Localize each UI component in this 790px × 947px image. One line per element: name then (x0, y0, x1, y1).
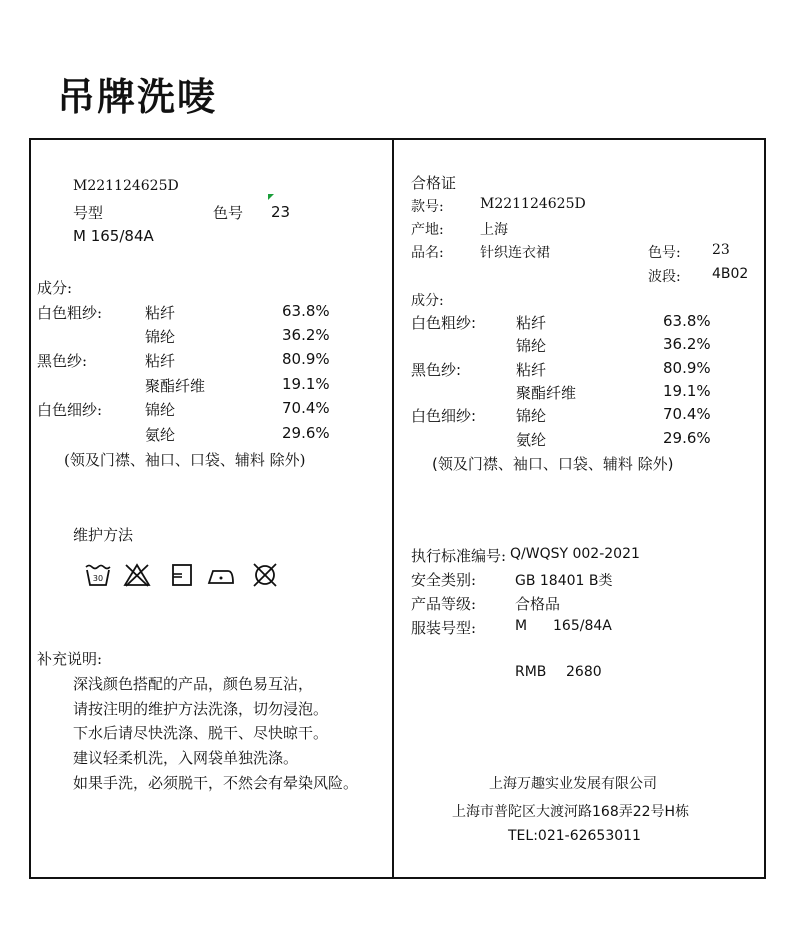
band-label: 波段: (648, 269, 681, 285)
product-name-value: 针织连衣裙 (480, 245, 550, 261)
fiber-percent: 63.8% (663, 312, 711, 330)
fiber-percent: 80.9% (663, 359, 711, 377)
garment-size-spec: 165/84A (553, 618, 612, 634)
garment-size-value: M (515, 618, 528, 634)
company-phone: TEL:021-62653011 (508, 828, 641, 844)
style-value: M221124625D (480, 196, 586, 212)
note-line: 下水后请尽快洗涤、脱干、尽快晾干。 (73, 724, 329, 742)
exclusion-note: (领及门襟、袖口、口袋、辅料 除外) (432, 455, 674, 473)
price-value: 2680 (566, 664, 602, 680)
low-iron-icon (207, 562, 235, 588)
yarn-part: 白色粗纱: (411, 314, 477, 332)
origin-value: 上海 (480, 222, 508, 238)
standard-label: 执行标准编号: (411, 547, 507, 565)
do-not-dry-clean-icon (251, 562, 279, 588)
fiber-percent: 70.4% (282, 399, 330, 417)
line-dry-icon (170, 562, 194, 588)
fiber-name: 聚酯纤维 (516, 384, 577, 402)
fiber-percent: 63.8% (282, 302, 330, 320)
hand-wash-30-icon (84, 562, 112, 588)
care-title: 维护方法 (73, 526, 134, 544)
exclusion-note: (领及门襟、袖口、口袋、辅料 除外) (64, 451, 306, 469)
note-line: 深浅颜色搭配的产品，颜色易互沾， (73, 675, 314, 693)
fiber-percent: 29.6% (663, 429, 711, 447)
color-value: 23 (712, 242, 730, 258)
fiber-percent: 29.6% (282, 424, 330, 442)
fiber-name: 氨纶 (516, 431, 547, 449)
note-line: 请按注明的维护方法洗涤，切勿浸泡。 (73, 700, 329, 718)
grade-value: 合格品 (515, 595, 561, 613)
grade-label: 产品等级: (411, 595, 477, 613)
color-label: 色号: (648, 245, 681, 261)
fiber-percent: 80.9% (282, 350, 330, 368)
wash-temperature: 30 (92, 574, 104, 583)
fiber-percent: 19.1% (663, 382, 711, 400)
note-line: 如果手洗，必须脱干，不然会有晕染风险。 (73, 774, 359, 792)
page-title: 吊牌洗唛 (57, 75, 218, 119)
fiber-percent: 36.2% (282, 326, 330, 344)
yarn-part: 黑色纱: (411, 361, 462, 379)
fiber-name: 粘纤 (516, 314, 547, 332)
composition-title: 成分: (37, 279, 73, 297)
fiber-name: 锦纶 (516, 337, 547, 355)
green-corner-mark (268, 194, 274, 200)
fiber-name: 锦纶 (516, 407, 547, 425)
company-name: 上海万趣实业发展有限公司 (489, 776, 657, 792)
fiber-percent: 19.1% (282, 375, 330, 393)
panel-divider (392, 138, 394, 879)
product-name-label: 品名: (411, 245, 444, 261)
fiber-percent: 70.4% (663, 405, 711, 423)
color-label: 色号 (213, 204, 244, 222)
color-value: 23 (271, 203, 291, 221)
fiber-name: 粘纤 (145, 352, 176, 370)
composition-title: 成分: (411, 293, 444, 309)
standard-value: Q/WQSY 002-2021 (510, 546, 640, 562)
origin-label: 产地: (411, 222, 444, 238)
fiber-name: 锦纶 (145, 401, 176, 419)
certificate-title: 合格证 (411, 174, 457, 192)
fiber-name: 粘纤 (145, 304, 176, 322)
fiber-name: 锦纶 (145, 328, 176, 346)
fiber-name: 氨纶 (145, 426, 176, 444)
band-value: 4B02 (712, 266, 749, 282)
safety-value: GB 18401 B类 (515, 573, 613, 589)
yarn-part: 白色细纱: (37, 401, 103, 419)
safety-label: 安全类别: (411, 571, 477, 589)
note-line: 建议轻柔机洗，入网袋单独洗涤。 (73, 749, 299, 767)
yarn-part: 白色细纱: (411, 407, 477, 425)
yarn-part: 黑色纱: (37, 352, 88, 370)
size-value: M 165/84A (73, 227, 154, 245)
fiber-percent: 36.2% (663, 335, 711, 353)
yarn-part: 白色粗纱: (37, 304, 103, 322)
price-currency: RMB (515, 664, 547, 680)
fiber-name: 粘纤 (516, 361, 547, 379)
notes-title: 补充说明: (37, 650, 103, 668)
fiber-name: 聚酯纤维 (145, 377, 206, 395)
style-number: M221124625D (73, 178, 179, 194)
garment-size-label: 服装号型: (411, 619, 477, 637)
company-address: 上海市普陀区大渡河路168弄22号H栋 (452, 804, 690, 820)
style-label: 款号: (411, 199, 444, 215)
size-label: 号型 (73, 204, 104, 222)
do-not-bleach-icon (123, 562, 151, 588)
